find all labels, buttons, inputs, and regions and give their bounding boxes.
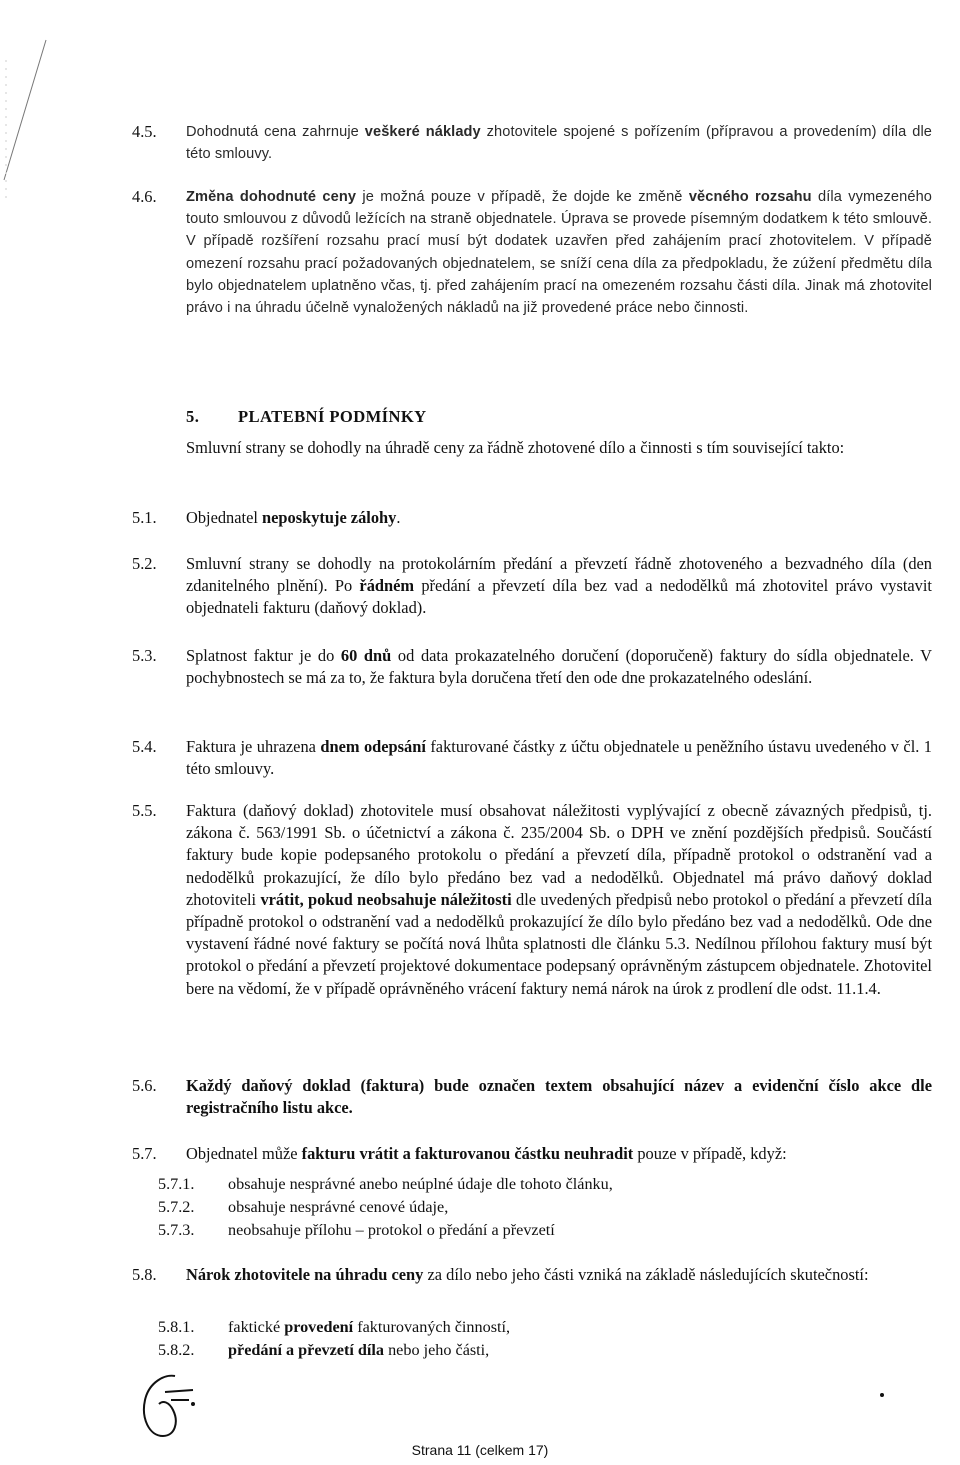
clause-number: 5.7. [132,1144,157,1163]
section-number: 5. [186,407,200,426]
clause-number: 4.6. [132,187,157,206]
clause-text: Každý daňový doklad (faktura) bude označen textem obsahující název a evidenční číslo akce dle registračního listu akce. [186,1076,932,1118]
section-intro [132,437,932,483]
clause-number: 5.5. [132,801,157,820]
clause-number: 5.4. [132,737,157,756]
list-item: 5.7.2. obsahuje nesprávné cenové údaje, [158,1198,449,1216]
scan-margin-line [0,0,80,200]
clause-number: 5.3. [132,646,157,665]
clause-4-5 [132,121,932,167]
clause-5-3 [132,645,932,715]
clause-5-1 [132,507,932,531]
clause-text: Změna dohodnuté ceny je možná pouze v případě, že dojde ke změně věcného rozsahu díla vymezeného touto smlouvou z důvodů ležících na straně objednatele. Úprava se provede písemným dodatkem k této smlouvě. V případě rozšíření rozsahu prací musí být dodatek uzavřen před zahájením prací zhotovitelem. V případě omezení rozsahu prací požadovaných objednatelem, se sníží cena díla za předpokladu, že zúžení předmětu díla bylo objednatelem uplatněno včas, tj. před zahájením prací na omezeném rozsahu části díla. Jinak má zhotovitel právo i na úhradu účelně vynaložených nákladů na již provedené práce nebo činnosti. [186,189,932,317]
section-heading [186,407,427,427]
clause-5-5 [132,800,932,1050]
clause-text: Smluvní strany se dohodly na protokolárním předání a převzetí řádně zhotoveného a bezvadného díla (den zdanitelného plnění). Po řádném předání a převzetí díla bez vad a nedodělků má zhotovitel právo vystavit objednateli fakturu (daňový doklad). [186,554,932,618]
clause-text: Faktura (daňový doklad) zhotovitele musí obsahovat náležitosti vyplývající z obecně závazných předpisů, tj. zákona č. 563/1991 Sb. o účetnictví a zákona č. 235/2004 Sb. o DPH ve znění pozdějších předpisů. Součástí faktury bude kopie podepsaného protokolu o předání a převzetí díla, případně protokol o odstranění vad a nedodělků prokazující, že dílo bylo předáno bez vad a nedodělků. Objednatel má právo daňový doklad zhotoviteli vrátit, pokud neobsahuje náležitosti dle uvedených předpisů nebo protokol o předání a převzetí díla případně protokol o odstranění vad a nedodělků prokazující že dílo bylo předáno bez vad a nedodělků. Ode dne vystavení řádné nové faktury se počítá nová lhůta splatnosti dle článku 5.3. Nedílnou přílohou faktury musí být protokol o předání a převzetí projektové dokumentace podepsaný oprávněným zástupcem objednatele. Zhotovitel bere na vědomí, že v případě oprávněného vrácení faktury nemá nárok na úrok z prodlení dle odst. 11.1.4. [186,801,933,998]
clause-text: Objednatel neposkytuje zálohy. [186,508,401,527]
clause-4-6 [132,186,932,366]
intro-text: Smluvní strany se dohodly na úhradě ceny za řádně zhotovené dílo a činnosti s tím související takto: [186,438,845,457]
clause-text: Objednatel může fakturu vrátit a fakturovanou částku neuhradit pouze v případě, když: [186,1144,787,1163]
list-item: 5.8.2. předání a převzetí díla nebo jeho části, [158,1341,490,1359]
list-item: 5.8.1. faktické provedení fakturovaných činností, [158,1318,511,1336]
list-item: 5.7.1. obsahuje nesprávné anebo neúplné údaje dle tohoto článku, [158,1175,613,1193]
clause-text: Nárok zhotovitele na úhradu ceny za dílo nebo jeho části vzniká na základě následujících skutečností: [186,1265,869,1284]
clause-text: Faktura je uhrazena dnem odepsání fakturované částky z účtu objednatele u peněžního ústavu uvedeného v čl. 1 této smlouvy. [186,737,932,779]
scan-dot [880,1393,884,1397]
clause-5-6 [132,1075,932,1121]
clause-5-7 [132,1143,932,1167]
section-title: PLATEBNÍ PODMÍNKY [238,407,427,426]
clause-number: 5.2. [132,554,157,573]
clause-number: 5.6. [132,1076,157,1095]
handwritten-initials-signature [135,1370,205,1445]
clause-number: 4.5. [132,122,157,141]
clause-5-2 [132,553,932,623]
clause-text: Dohodnutá cena zahrnuje veškeré náklady zhotovitele spojené s pořízením (přípravou a provedením) díla dle této smlouvy. [186,124,932,163]
clause-number: 5.8. [132,1265,157,1284]
clause-text: Splatnost faktur je do 60 dnů od data prokazatelného doručení (doporučeně) faktury do sídla objednatele. V pochybnostech se má za to, že faktura byla doručena třetí den ode dne prokazatelného odeslání. [186,646,932,688]
clause-number: 5.1. [132,508,157,527]
page-footer: Strana 11 (celkem 17) [411,1442,549,1458]
list-item: 5.7.3. neobsahuje přílohu – protokol o předání a převzetí [158,1221,555,1239]
clause-5-8 [132,1264,932,1310]
clause-5-4 [132,736,932,782]
